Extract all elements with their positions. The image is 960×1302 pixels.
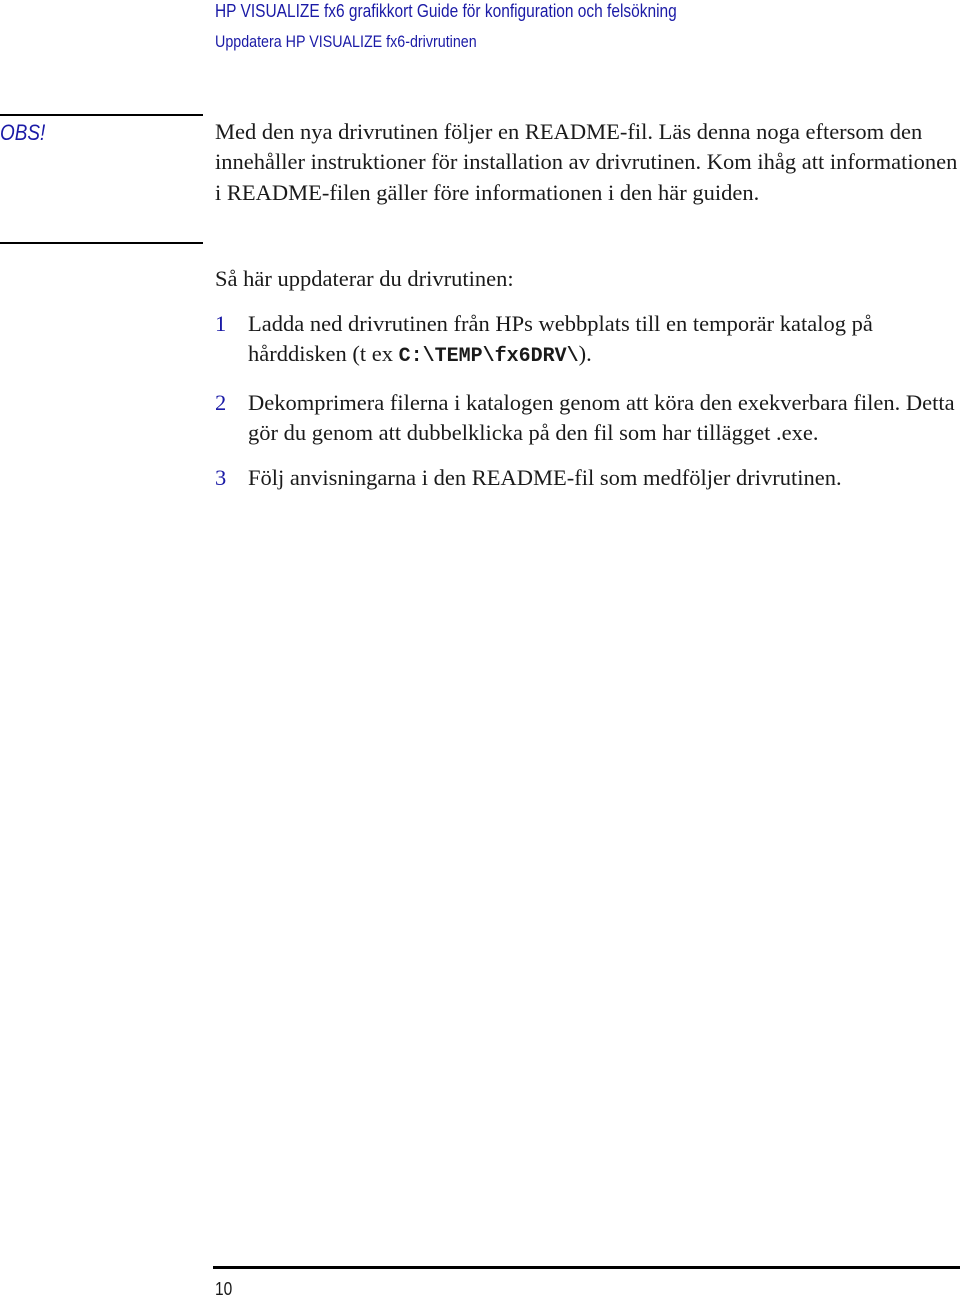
- step-text-after: ).: [578, 341, 592, 367]
- step-text: [248, 311, 873, 369]
- intro-text: Så här uppdaterar du drivrutinen:: [215, 266, 514, 291]
- footer-rule: [213, 1266, 960, 1269]
- note-top-rule: [0, 114, 203, 116]
- step-text-before: Ladda ned drivrutinen från HPs webbplats till en temporär katalog på hårddisken (t ex: [248, 311, 873, 367]
- step-item-2: [215, 388, 960, 449]
- step-list: [215, 309, 960, 508]
- document-title: HP VISUALIZE fx6 grafikkort Guide för konfiguration och felsökning: [215, 1, 677, 21]
- step-number: 2: [215, 389, 227, 415]
- note-label: OBS!: [0, 120, 46, 145]
- step-item-1: [215, 309, 960, 373]
- step-item-3: [215, 463, 960, 493]
- page-number: 10: [215, 1279, 233, 1299]
- step-text: Följ anvisningarna i den README-fil som medföljer drivrutinen.: [248, 465, 842, 491]
- note-text: Med den nya drivrutinen följer en README-fil. Läs denna noga eftersom den innehåller instruktioner för installation av drivrutinen. Kom ihåg att informationen i README-filen gäller före informationen i den här guiden.: [215, 119, 958, 205]
- step-text: Dekomprimera filerna i katalogen genom att köra den exekverbara filen. Detta gör du genom att dubbelklicka på den fil som har tillägget .exe.: [248, 389, 955, 445]
- section-subtitle: Uppdatera HP VISUALIZE fx6-drivrutinen: [215, 32, 477, 51]
- step-number: 3: [215, 465, 227, 491]
- note-bottom-rule: [0, 242, 203, 244]
- path-code: C:\TEMP\fx6DRV\: [398, 345, 579, 369]
- step-number: 1: [215, 311, 227, 336]
